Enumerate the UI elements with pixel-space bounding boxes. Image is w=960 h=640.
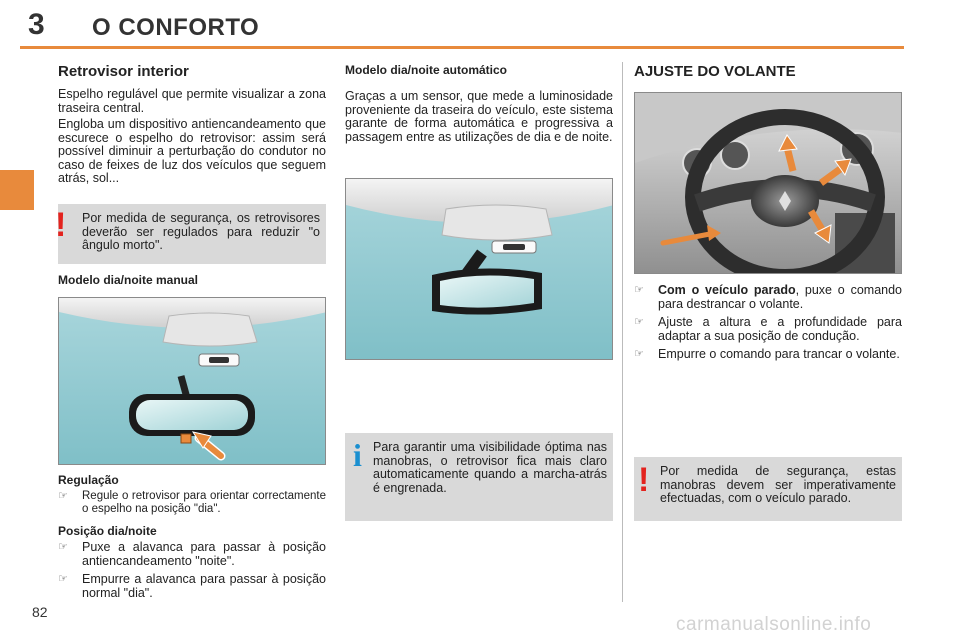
mirror-intro: Espelho regulável que permite visualizar a zona traseira central.: [58, 87, 326, 115]
steering-wheel-illustration: [634, 92, 902, 274]
regulation-list: [58, 490, 326, 521]
list-item: ☞ Ajuste a altura e a profundidade para adaptar a sua posição de condução.: [634, 315, 902, 343]
warning-box-blind-spot: [55, 204, 326, 264]
column-divider: [622, 62, 623, 602]
warning-box-steering: [634, 457, 902, 521]
list-item: ☞ Empurre o comando para trancar o volante.: [634, 347, 900, 361]
pointing-hand-icon: ☞: [58, 573, 68, 585]
regulation-title: Regulação: [58, 473, 119, 487]
pointing-hand-icon: ☞: [634, 284, 644, 296]
warning-icon: !: [55, 206, 67, 244]
watermark: carmanualsonline.info: [676, 614, 872, 635]
warning-icon: !: [638, 461, 650, 499]
pointing-hand-icon: ☞: [58, 490, 68, 502]
section-title-rear-mirror: Retrovisor interior: [58, 63, 189, 80]
chapter-number: 3: [28, 8, 45, 41]
chapter-title: O CONFORTO: [92, 14, 260, 41]
header-rule: [20, 46, 904, 49]
day-night-position-title: Posição dia/noite: [58, 524, 157, 538]
page-number: 82: [32, 604, 48, 620]
steering-wheel-svg: [635, 93, 902, 274]
list-item: ☞ Regule o retrovisor para orientar correctamente o espelho na posição "dia".: [58, 490, 326, 515]
manual-mirror-svg: [59, 298, 326, 465]
warning-text: Por medida de segurança, estas manobras devem ser imperativamente efectuadas, com o veículo parado.: [660, 464, 896, 505]
day-night-list: [58, 541, 326, 605]
chapter-tab: [0, 170, 34, 210]
section-title-steering: AJUSTE DO VOLANTE: [634, 63, 796, 80]
warning-text: Por medida de segurança, os retrovisores deverão ser regulados para reduzir "o ângulo morto".: [82, 211, 320, 252]
pointing-hand-icon: ☞: [58, 541, 68, 553]
info-text: Para garantir uma visibilidade óptima nas manobras, o retrovisor fica mais claro automaticamente quando a marcha-atrás é engrenada.: [373, 440, 607, 495]
list-item: ☞ Com o veículo parado, puxe o comando para destrancar o volante.: [634, 283, 902, 311]
manual-model-title: Modelo dia/noite manual: [58, 273, 199, 287]
pointing-hand-icon: ☞: [634, 316, 644, 328]
list-item: ☞ Empurre a alavanca para passar à posição normal "dia".: [58, 572, 326, 600]
auto-model-title: Modelo dia/noite automático: [345, 63, 508, 77]
manual-mirror-illustration: [58, 297, 326, 465]
mirror-description: Engloba um dispositivo antiencandeamento que escurece o espelho do retrovisor: assim será possível diminuir a perturbação do condutor no caso de feixes de luz dos veículos que seguem atrás, sol...: [58, 117, 326, 185]
info-box-reverse: [345, 433, 613, 521]
steering-steps-list: [634, 284, 902, 367]
list-item: ☞ Puxe a alavanca para passar à posição antiencandeamento "noite".: [58, 540, 326, 568]
auto-mirror-svg: [346, 179, 613, 360]
pointing-hand-icon: ☞: [634, 348, 644, 360]
auto-model-description: Graças a um sensor, que mede a luminosidade proveniente da traseira do veículo, este sistema garante de forma automática e progressiva a passagem entre as utilizações de dia e de noite.: [345, 89, 613, 144]
auto-mirror-illustration: [345, 178, 613, 360]
info-icon: i: [353, 437, 362, 473]
